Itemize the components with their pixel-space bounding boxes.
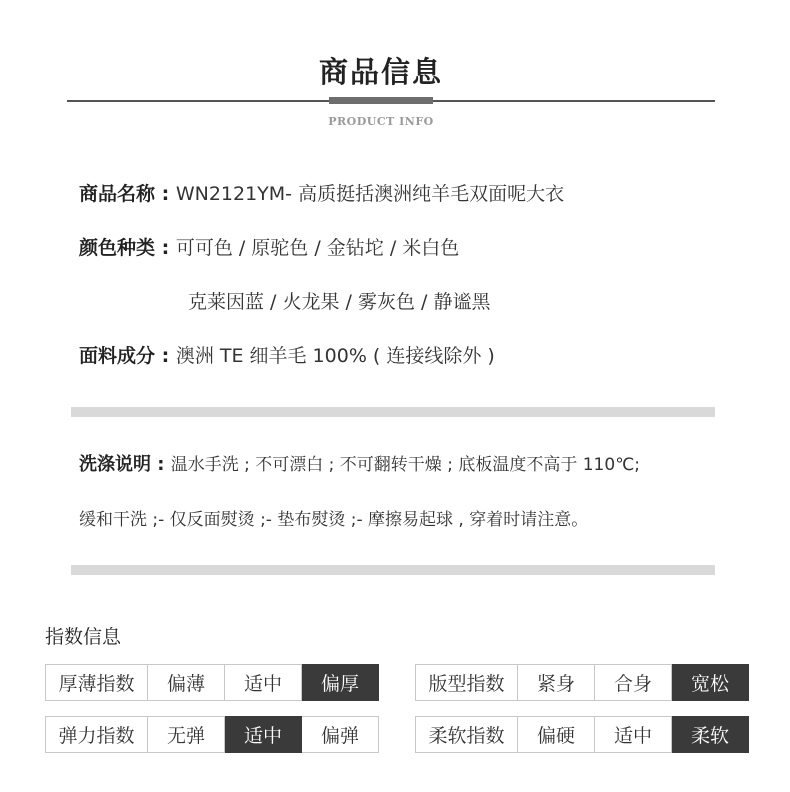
color-label: 颜色种类 : bbox=[79, 237, 176, 259]
color-values-line2: 克莱因蓝 / 火龙果 / 雾灰色 / 静谧黑 bbox=[188, 291, 491, 313]
product-name-label: 商品名称 : bbox=[79, 183, 176, 205]
care-label: 洗涤说明 : bbox=[79, 454, 171, 475]
index-option: 偏厚 bbox=[302, 665, 379, 701]
index-option: 适中 bbox=[225, 717, 302, 753]
care-row bbox=[79, 450, 640, 476]
softness-index-table bbox=[415, 716, 749, 753]
index-option: 适中 bbox=[595, 717, 672, 753]
fit-index-table bbox=[415, 664, 749, 701]
index-option: 宽松 bbox=[672, 665, 749, 701]
color-values-line1: 可可色 / 原驼色 / 金钻坨 / 米白色 bbox=[175, 237, 460, 259]
index-option: 合身 bbox=[595, 665, 672, 701]
thickness-index-table bbox=[45, 664, 379, 701]
index-option: 偏硬 bbox=[518, 717, 595, 753]
fabric-value: 澳洲 TE 细羊毛 100% ( 连接线除外 ) bbox=[175, 345, 495, 367]
product-name-row bbox=[79, 179, 564, 206]
index-option: 适中 bbox=[225, 665, 302, 701]
care-line2: 缓和干洗 ;- 仅反面熨烫 ;- 垫布熨烫 ;- 摩擦易起球 , 穿着时请注意。 bbox=[79, 510, 589, 530]
index-option: 紧身 bbox=[518, 665, 595, 701]
fabric-row bbox=[79, 341, 495, 368]
fabric-label: 面料成分 : bbox=[79, 345, 176, 367]
product-name-value: WN2121YM- 高质挺括澳洲纯羊毛双面呢大衣 bbox=[175, 183, 565, 205]
care-line1: 温水手洗 ; 不可漂白 ; 不可翻转干燥 ; 底板温度不高于 110℃; bbox=[170, 455, 641, 475]
index-label: 厚薄指数 bbox=[46, 665, 148, 701]
index-option: 偏薄 bbox=[148, 665, 225, 701]
header-accent-bar bbox=[329, 97, 433, 104]
color-row bbox=[79, 233, 459, 260]
index-option: 无弹 bbox=[148, 717, 225, 753]
index-label: 柔软指数 bbox=[416, 717, 518, 753]
index-option: 柔软 bbox=[672, 717, 749, 753]
section-divider bbox=[71, 407, 715, 417]
index-label: 弹力指数 bbox=[46, 717, 148, 753]
page-title: 商品信息 bbox=[318, 55, 443, 89]
section-divider bbox=[71, 565, 715, 575]
index-title: 指数信息 bbox=[45, 626, 122, 648]
index-label: 版型指数 bbox=[416, 665, 518, 701]
index-option: 偏弹 bbox=[302, 717, 379, 753]
elasticity-index-table bbox=[45, 716, 379, 753]
page-subtitle: PRODUCT INFO bbox=[328, 115, 434, 128]
